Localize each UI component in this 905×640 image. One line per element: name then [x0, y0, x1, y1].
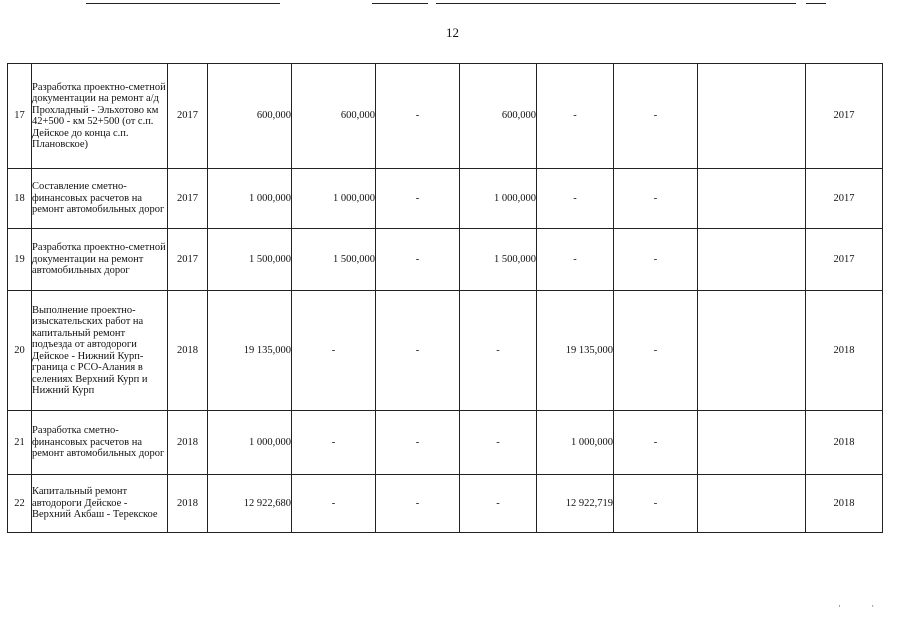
- year-cell: 2018: [168, 475, 208, 533]
- amount-cell: -: [292, 475, 376, 533]
- amount-cell: -: [376, 291, 460, 411]
- table-row: [8, 411, 883, 475]
- row-number-cell: 19: [8, 229, 32, 291]
- amount-cell: 1 000,000: [537, 411, 614, 475]
- amount-cell: 600,000: [292, 64, 376, 169]
- table-row: [8, 229, 883, 291]
- scan-artifact-line: [806, 3, 826, 4]
- amount-cell: -: [460, 475, 537, 533]
- amount-cell: -: [376, 229, 460, 291]
- completion-year-cell: 2017: [806, 169, 883, 229]
- amount-cell: -: [376, 411, 460, 475]
- year-cell: 2017: [168, 229, 208, 291]
- amount-cell: 1 000,000: [292, 169, 376, 229]
- empty-cell: [698, 291, 806, 411]
- amount-cell: -: [614, 411, 698, 475]
- amount-cell: -: [537, 64, 614, 169]
- completion-year-cell: 2017: [806, 229, 883, 291]
- amount-cell: -: [614, 229, 698, 291]
- amount-cell: 12 922,719: [537, 475, 614, 533]
- total-amount-cell: 1 000,000: [208, 169, 292, 229]
- completion-year-cell: 2018: [806, 411, 883, 475]
- amount-cell: -: [376, 475, 460, 533]
- empty-cell: [698, 64, 806, 169]
- completion-year-cell: 2018: [806, 475, 883, 533]
- amount-cell: -: [292, 411, 376, 475]
- amount-cell: 1 500,000: [292, 229, 376, 291]
- table-row: [8, 291, 883, 411]
- row-number-cell: 17: [8, 64, 32, 169]
- row-number-cell: 22: [8, 475, 32, 533]
- amount-cell: 1 000,000: [460, 169, 537, 229]
- page-number: 12: [446, 25, 459, 40]
- total-amount-cell: 12 922,680: [208, 475, 292, 533]
- total-amount-cell: 19 135,000: [208, 291, 292, 411]
- amount-cell: -: [292, 291, 376, 411]
- year-cell: 2018: [168, 411, 208, 475]
- amount-cell: -: [460, 411, 537, 475]
- amount-cell: -: [614, 64, 698, 169]
- amount-cell: 1 500,000: [460, 229, 537, 291]
- activity-name-cell: Выполнение проектно-изыскательских работ на капитальный ремонт подъезда от автодороги Дейское - Нижний Курп-граница с РСО-Алания в селениях Верхний Курп и Нижний Курп: [32, 291, 168, 411]
- total-amount-cell: 1 000,000: [208, 411, 292, 475]
- row-number-cell: 20: [8, 291, 32, 411]
- amount-cell: 19 135,000: [537, 291, 614, 411]
- completion-year-cell: 2017: [806, 64, 883, 169]
- amount-cell: -: [537, 229, 614, 291]
- year-cell: 2018: [168, 291, 208, 411]
- empty-cell: [698, 411, 806, 475]
- total-amount-cell: 600,000: [208, 64, 292, 169]
- amount-cell: -: [376, 64, 460, 169]
- scan-artifact-line: [372, 3, 428, 4]
- amount-cell: -: [614, 169, 698, 229]
- empty-cell: [698, 475, 806, 533]
- scan-artifact-mark: · ·: [838, 601, 889, 611]
- activity-name-cell: Капитальный ремонт автодороги Дейское - Верхний Акбаш - Терекское: [32, 475, 168, 533]
- year-cell: 2017: [168, 64, 208, 169]
- amount-cell: -: [614, 291, 698, 411]
- table-row: [8, 64, 883, 169]
- table-row: [8, 475, 883, 533]
- empty-cell: [698, 169, 806, 229]
- activity-name-cell: Разработка сметно-финансовых расчетов на ремонт автомобильных дорог: [32, 411, 168, 475]
- activity-name-cell: Разработка проектно-сметной документации на ремонт а/д Прохладный - Эльхотово км 42+500 - км 52+500 (от с.п. Дейское до конца с.п. Плановское): [32, 64, 168, 169]
- activity-name-cell: Разработка проектно-сметной документации на ремонт автомобильных дорог: [32, 229, 168, 291]
- amount-cell: 600,000: [460, 64, 537, 169]
- program-activities-table: [7, 63, 883, 533]
- total-amount-cell: 1 500,000: [208, 229, 292, 291]
- scan-artifact-line: [436, 3, 796, 4]
- scan-artifact-line: [86, 3, 280, 4]
- completion-year-cell: 2018: [806, 291, 883, 411]
- year-cell: 2017: [168, 169, 208, 229]
- table-row: [8, 169, 883, 229]
- amount-cell: -: [376, 169, 460, 229]
- row-number-cell: 21: [8, 411, 32, 475]
- row-number-cell: 18: [8, 169, 32, 229]
- amount-cell: -: [537, 169, 614, 229]
- amount-cell: -: [460, 291, 537, 411]
- empty-cell: [698, 229, 806, 291]
- activity-name-cell: Составление сметно-финансовых расчетов на ремонт автомобильных дорог: [32, 169, 168, 229]
- amount-cell: -: [614, 475, 698, 533]
